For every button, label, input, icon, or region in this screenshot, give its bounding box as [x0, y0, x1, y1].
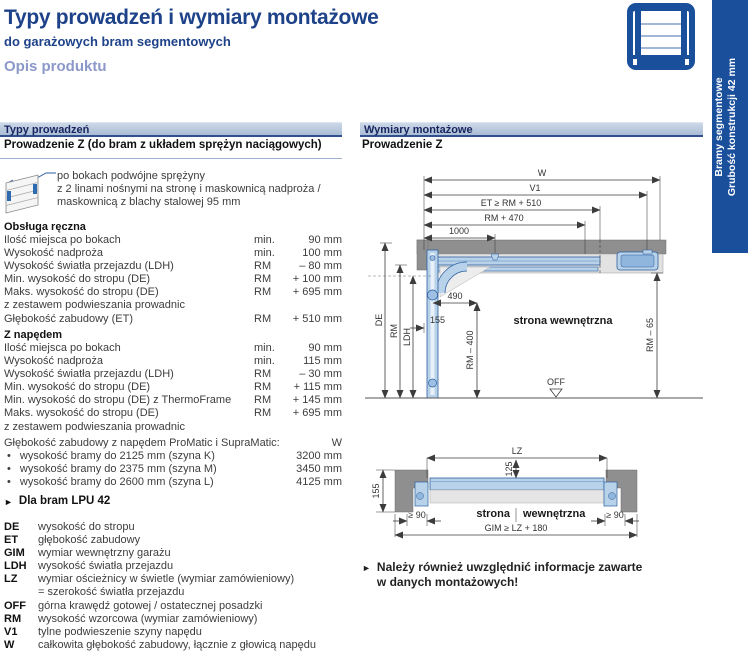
spec-qualifier: RM [254, 260, 272, 273]
list-item [4, 560, 364, 573]
spec-value: 90 mm [308, 234, 342, 246]
legend-abbr: DE [4, 521, 20, 533]
note-line2: w danych montażowych! [376, 574, 519, 589]
spec-qualifier: RM [254, 394, 272, 407]
spec-label: z zestawem podwieszania prowadnic [4, 299, 185, 312]
spec-label: Wysokość światła przejazdu (LDH) [4, 260, 174, 273]
table-row [4, 355, 342, 368]
side-tab-line2: Grubość konstrukcji 42 mm [726, 57, 738, 197]
spec-qualifier: min. [254, 247, 275, 260]
table-row [4, 286, 342, 299]
table-row [4, 247, 342, 260]
list-item [4, 547, 364, 560]
spec-label: Min. wysokość do stropu (DE) z ThermoFrame [4, 394, 232, 407]
spec-label: Ilość miejsca po bokach [4, 234, 121, 246]
section-bar-guide-types: Typy prowadzeń [0, 122, 342, 137]
roller [430, 256, 435, 261]
right-heading: Prowadzenie Z [362, 139, 443, 151]
powered-section-title: Z napędem [4, 329, 63, 341]
roller [429, 379, 437, 387]
spec-value: 115 mm [303, 355, 342, 368]
spec-qualifier: RM [254, 407, 272, 420]
list-item [4, 534, 364, 547]
legend-desc: wymiar wewnętrzny garażu [38, 547, 171, 560]
section-bar-mounting-dimensions: Wymiary montażowe [360, 122, 703, 137]
off-label: OFF [547, 377, 565, 387]
spec-qualifier: min. [254, 342, 275, 354]
spec-label: Wysokość światła przejazdu (LDH) [4, 368, 174, 381]
table-row [4, 342, 342, 355]
dim-490: 490 [447, 291, 463, 301]
table-row [4, 368, 342, 381]
spec-value: 100 mm [302, 247, 342, 260]
spec-qualifier: min. [254, 355, 275, 368]
door-panel-plan [430, 478, 604, 490]
depth-label: wysokość bramy do 2600 mm (szyna L) [19, 476, 214, 489]
spec-qualifier [254, 421, 290, 434]
lintel [417, 240, 428, 270]
spec-value: + 510 mm [292, 312, 342, 325]
list-item [4, 600, 364, 613]
legend-desc: całkowita głębokość zabudowy, łącznie z głowicą napędu [38, 638, 317, 651]
spec-qualifier: min. [254, 234, 275, 246]
legend-desc: głębokość zabudowy [38, 534, 141, 547]
table-row [4, 476, 342, 489]
legend-abbr: OFF [4, 599, 26, 612]
spec-value: + 695 mm [292, 286, 342, 299]
legend-abbr: LDH [4, 560, 27, 573]
dim-rm400: RM – 400 [465, 330, 475, 370]
spec-value: – 30 mm [299, 368, 342, 381]
arrow-marker: ► [4, 497, 13, 507]
legend-desc-line1: wymiar ościeżnicy w świetle (wymiar zamówieniowy) [38, 573, 295, 586]
dim-155-plan: 155 [371, 483, 381, 499]
spec-qualifier: RM [254, 286, 272, 299]
powered-spec-table [4, 342, 342, 434]
legend-abbr: GIM [4, 547, 25, 560]
depth-unit: W [331, 437, 342, 449]
list-item [4, 521, 364, 534]
spec-value: + 695 mm [292, 407, 342, 420]
spec-value [290, 299, 342, 312]
table-row [4, 463, 342, 476]
table-row [4, 437, 342, 450]
intro-line3: maskownicą z blachy stalowej 95 mm [57, 196, 241, 209]
spec-value: + 145 mm [292, 394, 342, 407]
depth-value: 3200 mm [296, 450, 342, 463]
table-row [4, 234, 342, 247]
legend-abbr: V1 [4, 625, 18, 638]
depth-heading: Głębokość zabudowy z napędem ProMatic i SupraMatic: [4, 437, 280, 449]
dim-gim: GIM ≥ LZ + 180 [484, 523, 548, 533]
list-item [4, 613, 364, 626]
divider [0, 158, 342, 159]
legend-desc [38, 573, 364, 599]
dim-rm: RM [389, 324, 399, 338]
spec-label: Głębokość zabudowy (ET) [4, 312, 133, 325]
spec-value: + 100 mm [292, 273, 342, 286]
intro-line2: z 2 linami nośnymi na stronę i maskownicą nadproża / [57, 183, 321, 196]
spec-label: Min. wysokość do stropu (DE) [4, 381, 151, 394]
mounting-data-note [362, 560, 642, 589]
inner-side-label-2: wewnętrzna [523, 508, 586, 520]
spec-qualifier: RM [254, 368, 272, 381]
spec-label: Min. wysokość do stropu (DE) [4, 273, 151, 286]
arrow-marker: ► [362, 563, 371, 573]
chapter-title: Opis produktu [4, 58, 107, 75]
spec-label: Maks. wysokość do stropu (DE) [4, 407, 159, 420]
depth-value: 3450 mm [296, 463, 342, 476]
spec-qualifier: RM [254, 381, 272, 394]
dim-1000: 1000 [448, 226, 470, 236]
list-item [4, 626, 364, 639]
door-sketch-icon [4, 171, 56, 217]
dim-lz: LZ [511, 446, 523, 456]
depth-label: wysokość bramy do 2375 mm (szyna M) [19, 463, 217, 476]
legend-desc: wysokość do stropu [38, 521, 135, 533]
dim-155: 155 [430, 315, 446, 325]
spec-label: Wysokość nadproża [4, 355, 103, 368]
dim-ge90-right: ≥ 90 [606, 510, 624, 520]
depth-table [4, 437, 342, 489]
spec-value: – 80 mm [299, 260, 342, 273]
table-row [4, 273, 342, 286]
off-arrow [550, 389, 562, 397]
inner-side-label-1: strona [476, 508, 510, 520]
roller [609, 493, 616, 500]
legend-abbr: W [4, 638, 15, 651]
abbreviation-legend [4, 521, 364, 651]
dim-125: 125 [504, 461, 514, 477]
inner-side-label: strona wewnętrzna [513, 315, 613, 327]
intro-line1: po bokach podwójne sprężyny [57, 170, 205, 182]
spec-qualifier: RM [254, 273, 272, 286]
manual-section-title: Obsługa ręczna [4, 221, 86, 233]
lpu-note [4, 495, 110, 510]
panel-inner-face [430, 490, 604, 503]
table-row [4, 450, 342, 463]
side-tab [712, 0, 748, 253]
left-heading: Prowadzenie Z (do bram z układem sprężyn naciągowych) [4, 139, 322, 151]
legend-desc-line2: = szerokość światła przejazdu [38, 586, 185, 599]
table-row [4, 394, 342, 407]
legend-desc: wysokość wzorcowa (wymiar zamówieniowy) [38, 612, 258, 625]
lpu-note-text: Dla bram LPU 42 [18, 495, 111, 507]
bullet: • [7, 450, 11, 463]
dim-rm470: RM + 470 [484, 213, 524, 223]
table-row [4, 407, 342, 420]
page-subtitle: do garażowych bram segmentowych [4, 34, 231, 49]
table-row [4, 421, 342, 434]
dim-w: W [537, 168, 547, 178]
dim-ge90-left: ≥ 90 [408, 510, 426, 520]
bullet: • [7, 476, 11, 489]
dim-de: DE [374, 313, 384, 327]
depth-label: wysokość bramy do 2125 mm (szyna K) [19, 450, 215, 463]
side-section-drawing [360, 163, 705, 438]
legend-abbr: ET [4, 534, 19, 547]
spec-label: z zestawem podwieszania prowadnic [4, 420, 185, 433]
table-row [4, 299, 342, 312]
legend-desc: tylne podwieszenie szyny napędu [38, 625, 202, 638]
spec-qualifier [254, 299, 290, 312]
dim-ldh: LDH [402, 327, 412, 347]
dim-v1: V1 [529, 183, 541, 193]
spec-label: Wysokość nadproża [4, 247, 103, 260]
roller [428, 290, 438, 300]
rail-hanger [643, 250, 652, 254]
depth-value: 4125 mm [296, 476, 342, 489]
table-row [4, 260, 342, 273]
page-title: Typy prowadzeń i wymiary montażowe [4, 6, 379, 29]
bullet: • [7, 463, 11, 476]
table-row [4, 381, 342, 394]
roller [417, 493, 424, 500]
spec-value: 90 mm [308, 342, 342, 354]
legend-abbr: LZ [4, 573, 18, 586]
intro-text [57, 170, 321, 210]
dim-rm65: RM – 65 [645, 317, 655, 353]
spec-label: Maks. wysokość do stropu (DE) [4, 286, 159, 299]
sectional-door-icon [627, 3, 695, 70]
legend-abbr: RM [4, 612, 22, 625]
note-line1: Należy również uwzględnić informacje zawarte [376, 560, 643, 574]
legend-desc: wysokość światła przejazdu [38, 560, 174, 573]
dim-et: ET ≥ RM + 510 [480, 198, 542, 208]
spec-value: + 115 mm [293, 381, 342, 394]
list-item [4, 639, 364, 651]
spec-value [290, 421, 342, 434]
legend-desc: górna krawędź gotowej / ostatecznej posadzki [38, 599, 263, 612]
table-row [4, 313, 342, 326]
list-item [4, 573, 364, 599]
spec-qualifier: RM [254, 312, 272, 325]
spec-label: Ilość miejsca po bokach [4, 342, 121, 354]
manual-spec-table [4, 234, 342, 326]
side-tab-line1: Bramy segmentowe [713, 77, 725, 177]
plan-section-drawing [360, 438, 705, 550]
